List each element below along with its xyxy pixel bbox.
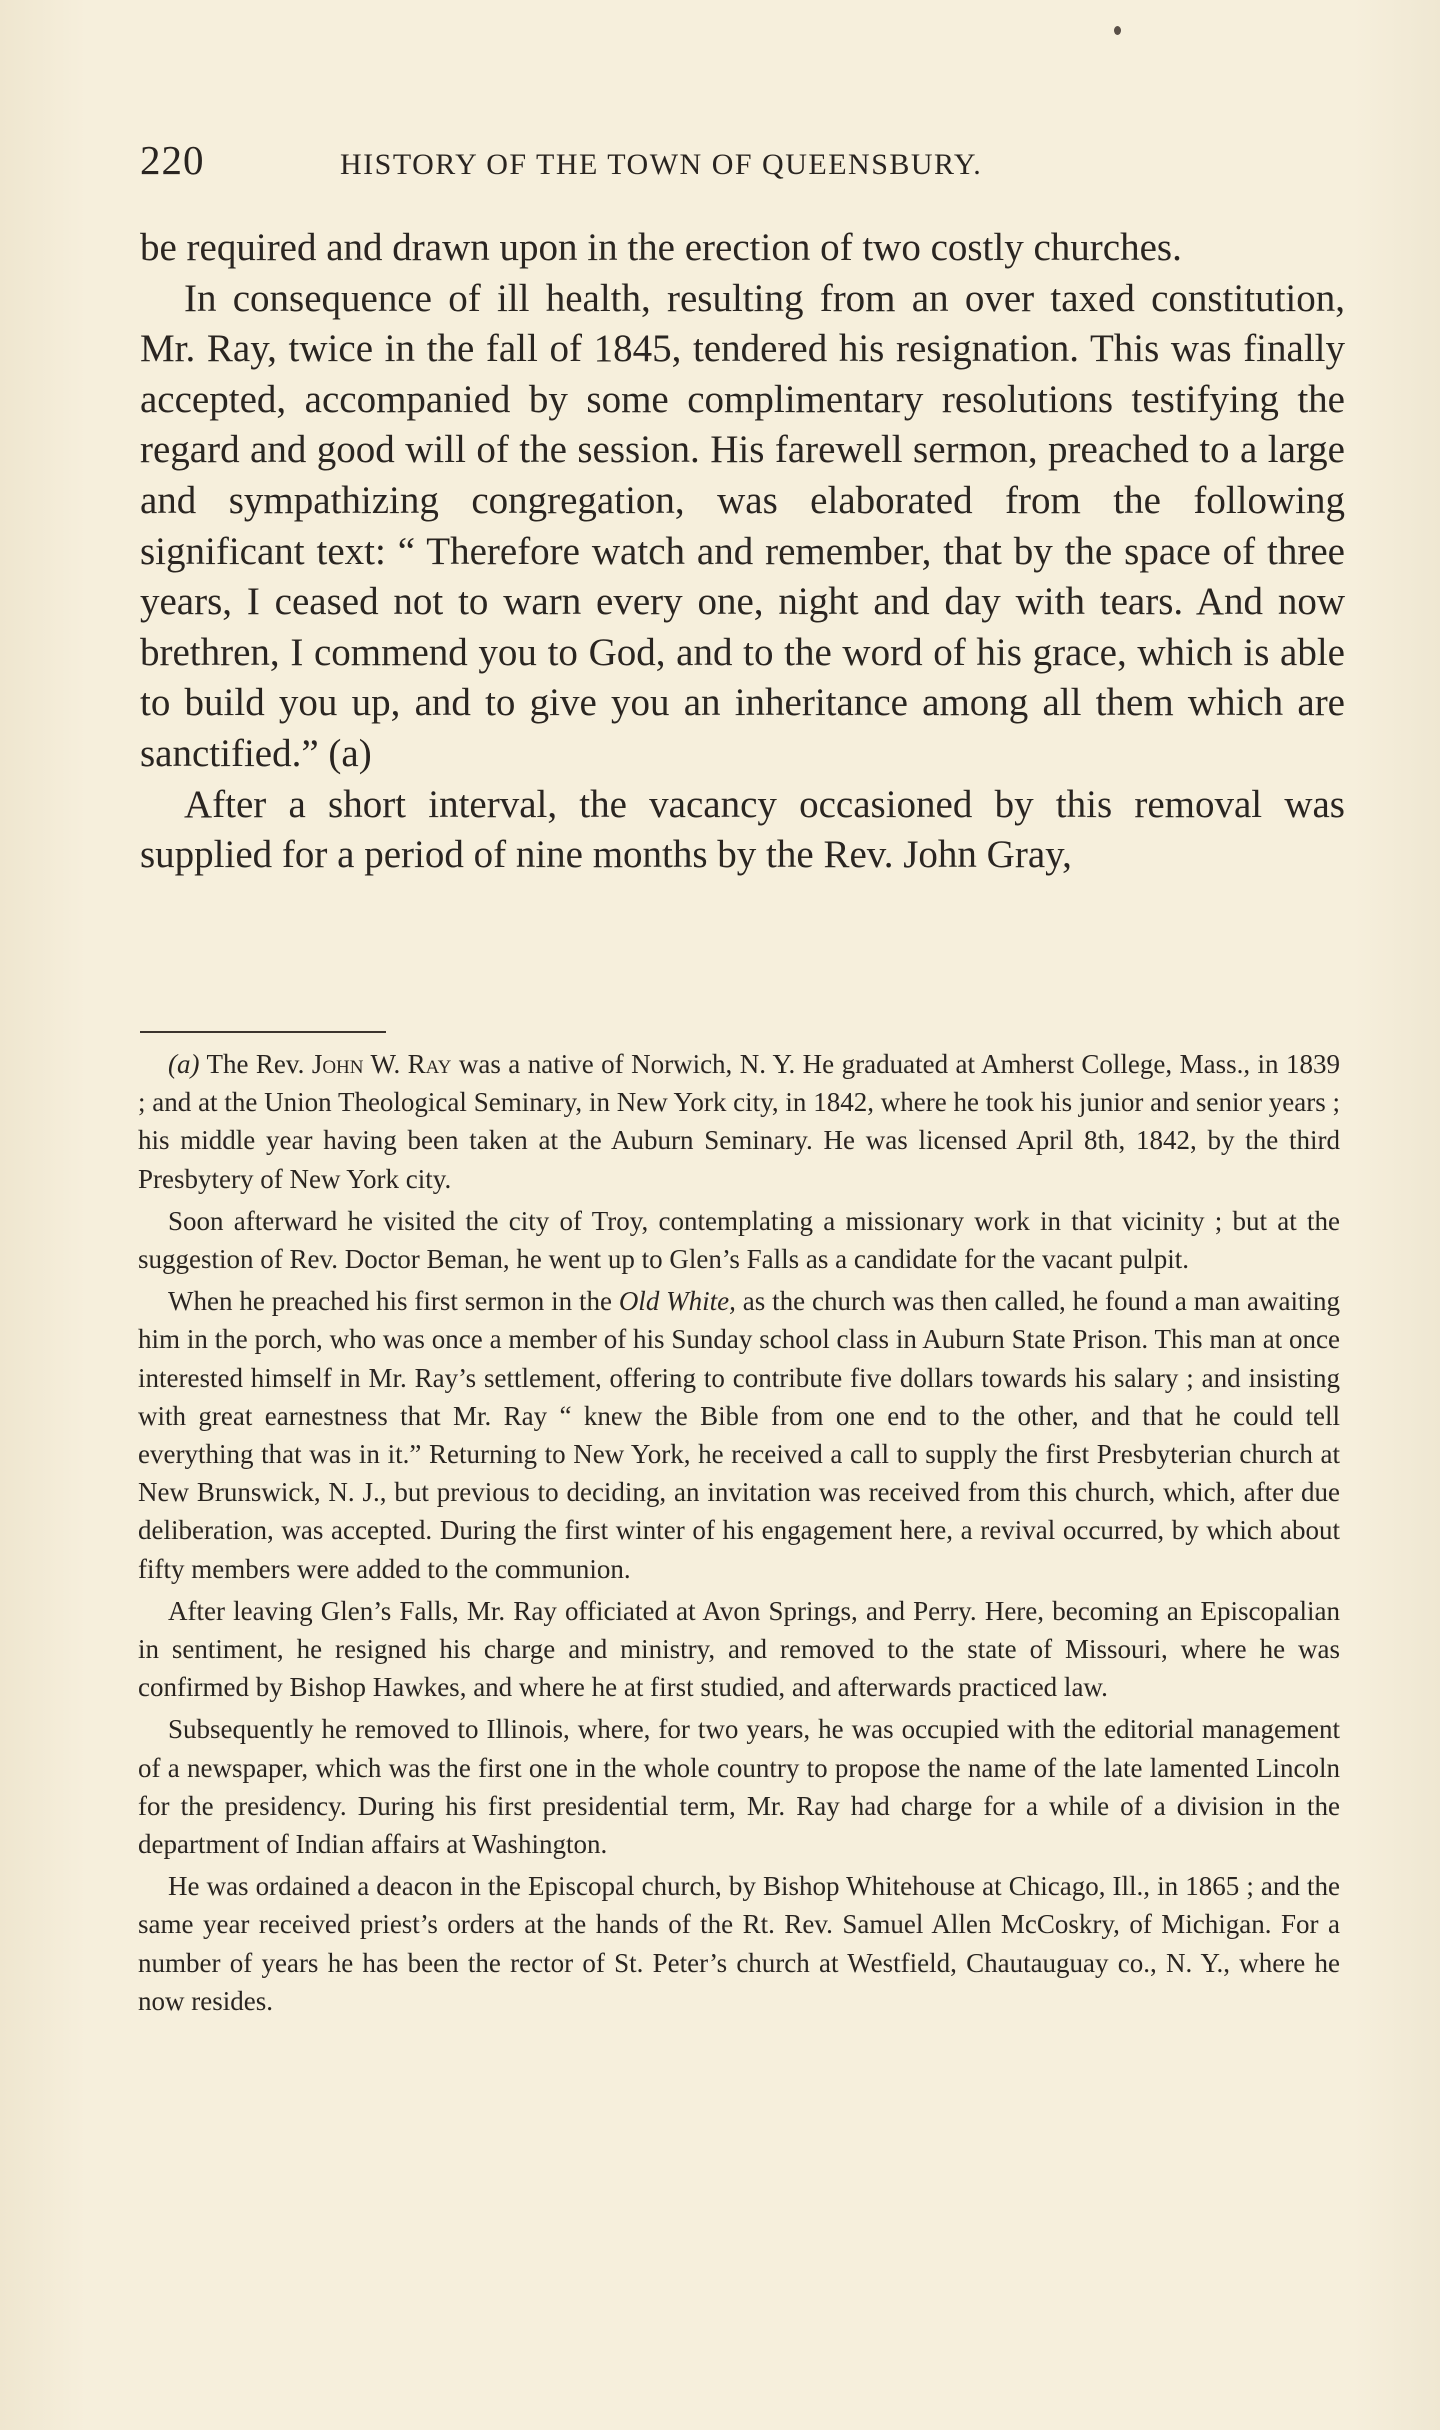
footnote-text: When he preached his first sermon in the xyxy=(168,1286,612,1317)
page-number: 220 xyxy=(140,137,205,183)
footnote-marker: (a) xyxy=(168,1049,200,1079)
footnote-divider xyxy=(140,1031,386,1033)
footnotes xyxy=(138,1045,1340,2024)
page-header xyxy=(140,136,1345,192)
running-title: HISTORY OF THE TOWN OF QUEENSBURY. xyxy=(340,148,983,181)
footnote-lead: The Rev. xyxy=(206,1049,305,1079)
footnote-a-text: was a native of Norwich, N. Y. He graduated at Amherst College, Mass., in 1839 ; and at the Union Theological Seminary, in New York city, in 1842, where he took his junior and senior years ; his middle year having been taken at the Auburn Seminary. He was licensed April 8th, 1842, by the third Presbytery of New York city. xyxy=(138,1049,1340,1194)
ink-speck xyxy=(1114,26,1121,35)
footnote-paragraph xyxy=(138,1282,1340,1588)
main-paragraph: In consequence of ill health, resulting from an over taxed constitution, Mr. Ray, twice in the fall of 1845, tendered his resignation. This was finally accepted, accompanied by some complimentary resolutions testifying the regard and good will of the session. His farewell sermon, preached to a large and sympathizing congregation, was elaborated from the following significant text: “ Therefore watch and remember, that by the space of three years, I ceased not to warn every one, night and day with tears. And now brethren, I commend you to God, and to the word of his grace, which is able to build you up, and to give you an inheritance among all them which are sanctified.” (a) xyxy=(140,276,1345,775)
main-text xyxy=(140,223,1345,881)
footnote-a xyxy=(138,1045,1340,1198)
main-paragraph: After a short interval, the vacancy occasioned by this removal was supplied for a period of nine months by the Rev. John Gray, xyxy=(140,782,1345,877)
church-name-italic: Old White, xyxy=(618,1286,736,1317)
footnote-paragraph: He was ordained a deacon in the Episcopal church, by Bishop Whitehouse at Chicago, Ill., in 1865 ; and the same year received priest’s orders at the hands of the Rt. Rev. Samuel Allen McCoskry, of Michigan. For a number of years he has been the rector of St. Peter’s church at Westfield, Chautauguay co., N. Y., where he now resides. xyxy=(138,1871,1340,2016)
footnote-paragraph: Subsequently he removed to Illinois, where, for two years, he was occupied with the editorial management of a newspaper, which was the first one in the whole country to propose the name of the late lamented Lincoln for the presidency. During his first presidential term, Mr. Ray had charge for a while of a division in the department of Indian affairs at Washington. xyxy=(138,1714,1340,1860)
footnote-paragraph: Soon afterward he visited the city of Troy, contemplating a missionary work in that vicinity ; but at the suggestion of Rev. Doctor Beman, he went up to Glen’s Falls as a candidate for the vacant pulpit. xyxy=(138,1205,1340,1275)
main-paragraph: be required and drawn upon in the erection of two costly churches. xyxy=(140,226,1182,269)
footnote-text: as the church was then called, he found a man awaiting him in the porch, who was once a member of his Sunday school class in Auburn State Prison. This man at once interested himself in Mr. Ray’s settlement, offering to contribute five dollars towards his salary ; and insisting with great earnestness that Mr. Ray “ knew the Bible from one end to the other, and that he could tell everything that was in it.” Returning to New York, he received a call to supply the first Presbyterian church at New Brunswick, N. J., but previous to deciding, an invitation was received from this church, which, after due deliberation, was accepted. During the first winter of his engagement here, a revival occurred, by which about fifty members were added to the communion. xyxy=(138,1286,1341,1584)
footnote-subject-name: John W. Ray xyxy=(311,1049,452,1079)
footnote-paragraph: After leaving Glen’s Falls, Mr. Ray officiated at Avon Springs, and Perry. Here, becoming an Episcopalian in sentiment, he resigned his charge and ministry, and removed to the state of Missouri, where he was confirmed by Bishop Hawkes, and where he at first studied, and afterwards practiced law. xyxy=(138,1595,1340,1703)
